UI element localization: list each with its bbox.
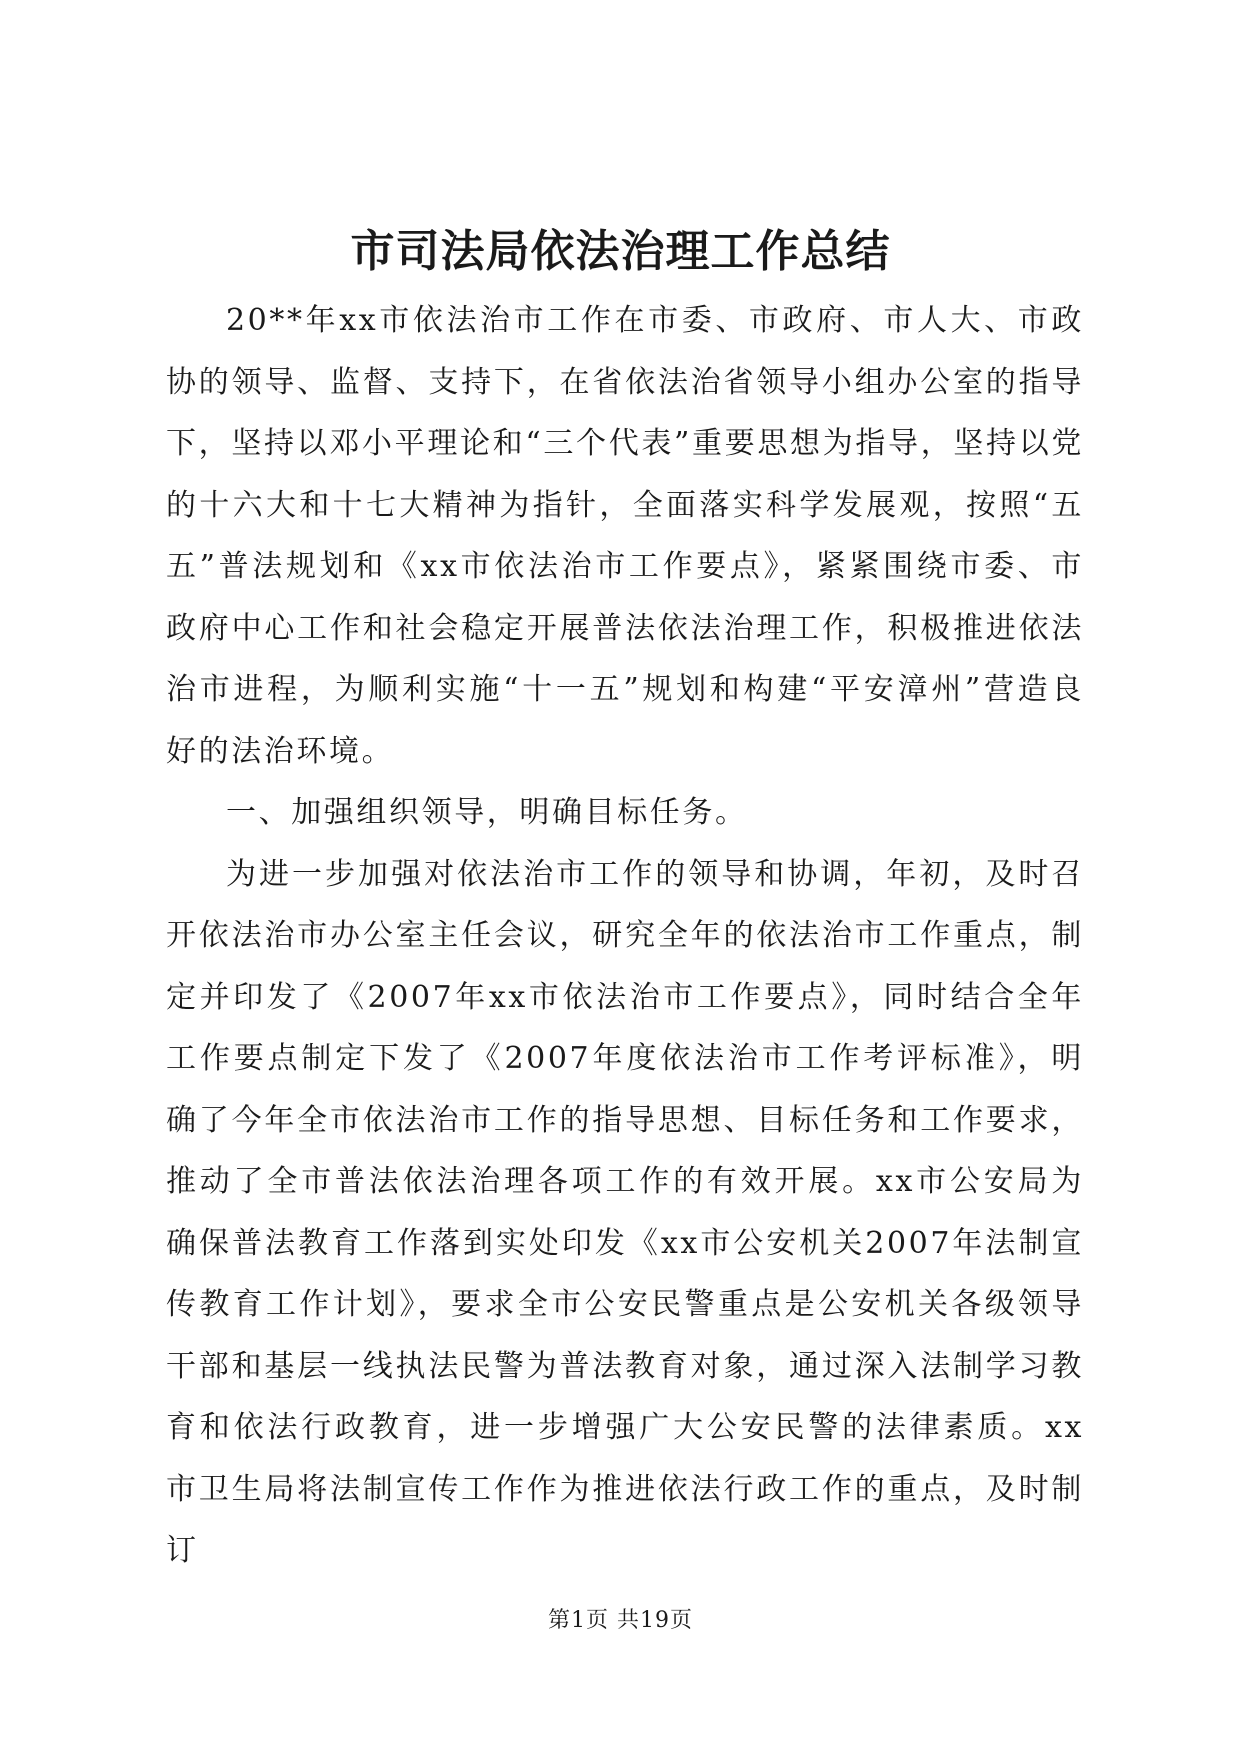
section-1-paragraph: 为进一步加强对依法治市工作的领导和协调，年初，及时召开依法治市办公室主任会议，研究全年的依法治市工作重点，制定并印发了《2007年xx市依法治市工作要点》，同时结合全年工作要点制定下发了《2007年度依法治市工作考评标准》，明确了今年全市依法治市工作的指导思想、目标任务和工作要求，推动了全市普法依法治理各项工作的有效开展。xx市公安局为确保普法教育工作落到实处印发《xx市公安机关2007年法制宣传教育工作计划》，要求全市公安民警重点是公安机关各级领导干部和基层一线执法民警为普法教育对象，通过深入法制学习教育和依法行政教育，进一步增强广大公安民警的法律素质。xx市卫生局将法制宣传工作作为推进依法行政工作的重点，及时制订 [166,856,1084,1568]
document-body [166,290,1084,1582]
document-title: 市司法局依法治理工作总结 [350,226,891,277]
page-footer: 第1页 共19页 [548,1608,693,1633]
section-heading-1: 一、加强组织领导，明确目标任务。 [226,795,748,830]
intro-paragraph: 20**年xx市依法治市工作在市委、市政府、市人大、市政协的领导、监督、支持下，在省依法治省领导小组办公室的指导下，坚持以邓小平理论和“三个代表”重要思想为指导，坚持以党的十六大和十七大精神为指针，全面落实科学发展观，按照“五五”普法规划和《xx市依法治市工作要点》，紧紧围绕市委、市政府中心工作和社会稳定开展普法依法治理工作，积极推进依法治市进程，为顺利实施“十一五”规划和构建“平安漳州”营造良好的法治环境。 [166,303,1084,769]
